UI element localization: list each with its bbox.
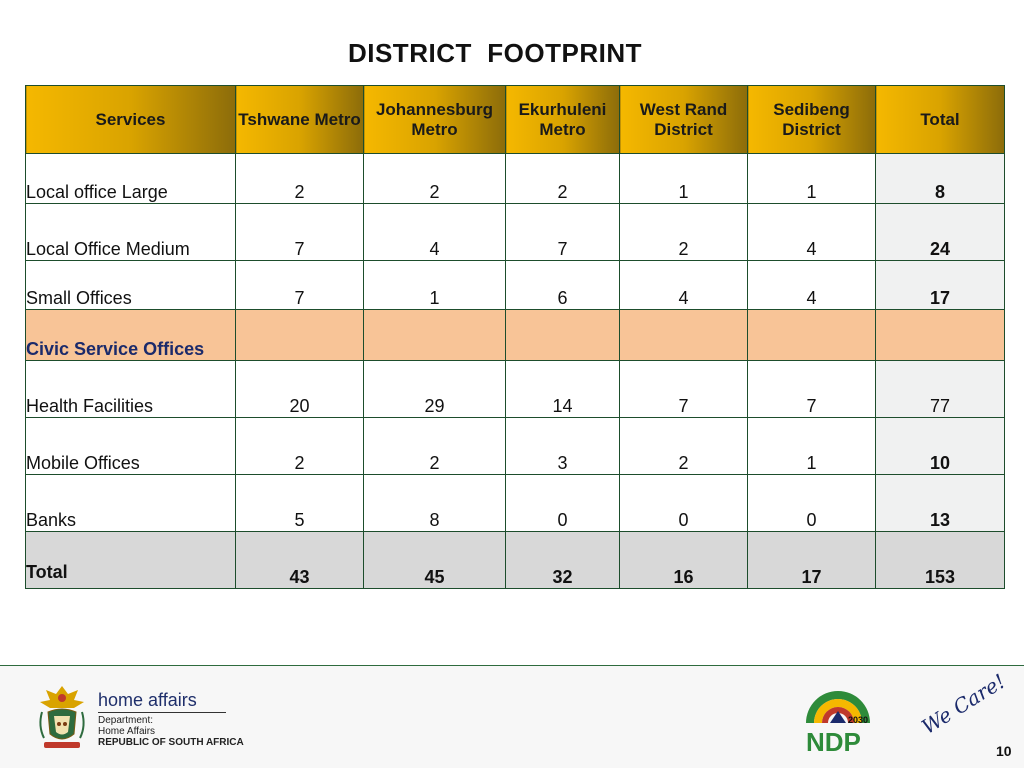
cell-value (236, 310, 364, 361)
ndp-text: NDP (806, 727, 861, 755)
service-label: Local Office Medium (26, 204, 236, 261)
cell-value: 8 (364, 475, 506, 532)
cell-value: 1 (620, 154, 748, 204)
total-label: Total (26, 532, 236, 589)
cell-value: 4 (748, 204, 876, 261)
cell-value: 20 (236, 361, 364, 418)
row-total: 8 (876, 154, 1005, 204)
service-label: Small Offices (26, 261, 236, 310)
cell-value: 0 (620, 475, 748, 532)
service-label: Mobile Offices (26, 418, 236, 475)
table-row-section-civic (26, 310, 1005, 361)
header-sedibeng: Sedibeng District (748, 86, 876, 154)
column-total: 17 (748, 532, 876, 589)
cell-value: 4 (620, 261, 748, 310)
cell-value: 4 (364, 204, 506, 261)
cell-value: 4 (748, 261, 876, 310)
service-label: Local office Large (26, 154, 236, 204)
cell-value: 6 (506, 261, 620, 310)
header-tshwane: Tshwane Metro (236, 86, 364, 154)
ndp-2030-logo (800, 685, 876, 755)
district-footprint-table (25, 85, 1005, 589)
coat-of-arms-icon (34, 682, 90, 754)
column-total: 16 (620, 532, 748, 589)
cell-value: 2 (506, 154, 620, 204)
table-row (26, 361, 1005, 418)
column-total: 32 (506, 532, 620, 589)
department-text (98, 715, 244, 748)
row-total: 10 (876, 418, 1005, 475)
cell-value: 2 (236, 154, 364, 204)
row-total: 77 (876, 361, 1005, 418)
cell-value: 2 (364, 154, 506, 204)
cell-value: 14 (506, 361, 620, 418)
row-total: 13 (876, 475, 1005, 532)
column-total: 45 (364, 532, 506, 589)
table-row (26, 261, 1005, 310)
home-affairs-brand: home affairs (98, 690, 197, 710)
column-total: 43 (236, 532, 364, 589)
header-johannesburg: Johannesburg Metro (364, 86, 506, 154)
table-row (26, 418, 1005, 475)
dept-line-1: Department: (98, 715, 154, 726)
we-care-slogan: We Care! (917, 668, 1010, 739)
table-row (26, 475, 1005, 532)
row-total: 17 (876, 261, 1005, 310)
dept-line-3: REPUBLIC OF SOUTH AFRICA (98, 737, 244, 748)
header-total: Total (876, 86, 1005, 154)
table-header-row (26, 86, 1005, 154)
cell-value: 29 (364, 361, 506, 418)
cell-value: 7 (236, 261, 364, 310)
service-label: Banks (26, 475, 236, 532)
row-total: 24 (876, 204, 1005, 261)
slide-title: DISTRICT FOOTPRINT (347, 38, 643, 68)
cell-value (364, 310, 506, 361)
cell-value: 2 (364, 418, 506, 475)
cell-value: 0 (506, 475, 620, 532)
cell-value: 1 (748, 418, 876, 475)
grand-total: 153 (876, 532, 1005, 589)
cell-value: 7 (748, 361, 876, 418)
header-west-rand: West Rand District (620, 86, 748, 154)
cell-value: 7 (236, 204, 364, 261)
page-number: 10 (996, 743, 1012, 759)
dept-line-2: Home Affairs (98, 726, 156, 737)
table-row (26, 154, 1005, 204)
cell-value: 2 (620, 204, 748, 261)
ndp-year: 2030 (848, 715, 869, 725)
cell-value: 2 (236, 418, 364, 475)
section-label: Civic Service Offices (26, 310, 236, 361)
cell-value: 0 (748, 475, 876, 532)
cell-value: 1 (364, 261, 506, 310)
service-label: Health Facilities (26, 361, 236, 418)
cell-value (748, 310, 876, 361)
brand-rule (98, 712, 226, 713)
cell-value (620, 310, 748, 361)
cell-value: 7 (506, 204, 620, 261)
header-ekurhuleni: Ekurhuleni Metro (506, 86, 620, 154)
row-total (876, 310, 1005, 361)
cell-value: 3 (506, 418, 620, 475)
table-total-row (26, 532, 1005, 589)
cell-value: 7 (620, 361, 748, 418)
header-services: Services (26, 86, 236, 154)
cell-value: 5 (236, 475, 364, 532)
cell-value: 2 (620, 418, 748, 475)
cell-value: 1 (748, 154, 876, 204)
cell-value (506, 310, 620, 361)
table-row (26, 204, 1005, 261)
